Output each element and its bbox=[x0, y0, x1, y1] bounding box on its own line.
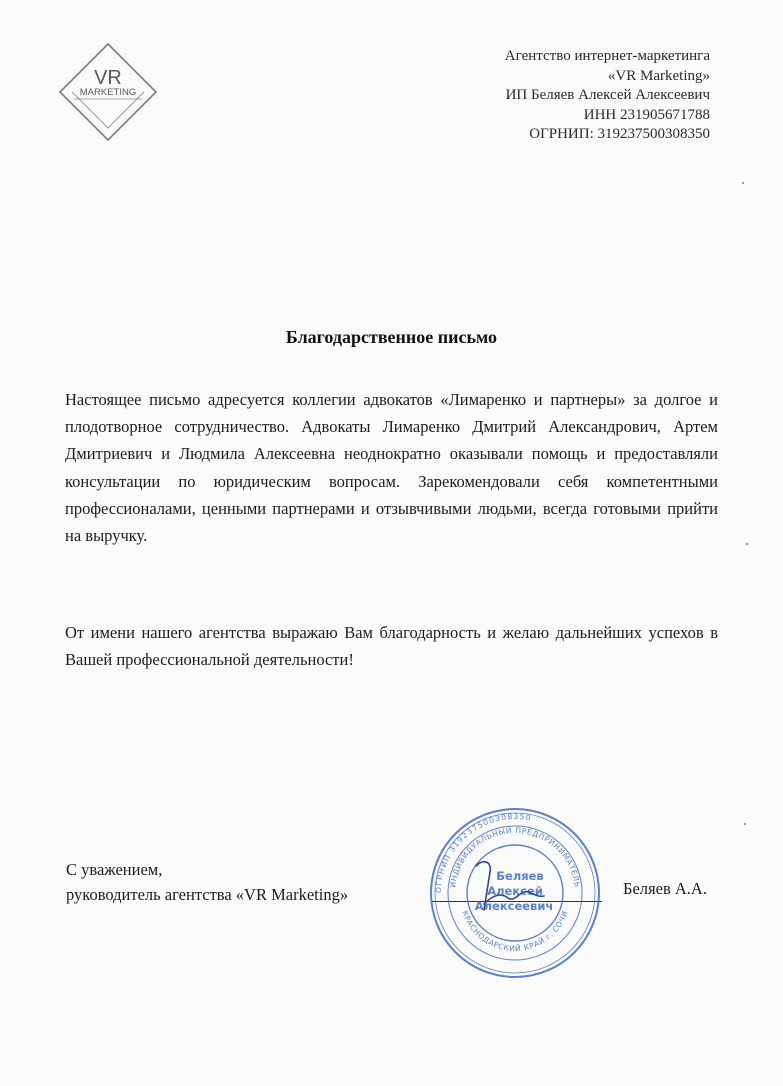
sender-details bbox=[505, 47, 710, 145]
sender-ogrnip: ОГРНИП: 319237500308350 bbox=[529, 126, 710, 142]
svg-text:Алексей: Алексей bbox=[487, 884, 543, 898]
svg-text:КРАСНОДАРСКИЙ КРАЙ г. СОЧИ: КРАСНОДАРСКИЙ КРАЙ г. СОЧИ bbox=[460, 909, 570, 954]
sender-owner: ИП Беляев Алексей Алексеевич bbox=[505, 87, 710, 103]
sender-agency-name: «VR Marketing» bbox=[607, 67, 710, 84]
sender-inn: ИНН 231905671788 bbox=[583, 106, 710, 123]
closing-regards: С уважением, bbox=[66, 860, 163, 879]
svg-text:MARKETING: MARKETING bbox=[79, 87, 137, 98]
letter-paragraph-2: От имени нашего агентства выражаю Вам благодарность и желаю дальнейших успехов в Вашей профессиональной деятельности! bbox=[65, 623, 718, 670]
svg-text:ИНДИВИДУАЛЬНЫЙ ПРЕДПРИНИМАТЕЛЬ: ИНДИВИДУАЛЬНЫЙ ПРЕДПРИНИМАТЕЛЬ bbox=[448, 825, 582, 889]
svg-text:Алексеевич: Алексеевич bbox=[474, 899, 554, 913]
scan-speck bbox=[746, 543, 748, 545]
vr-marketing-logo bbox=[58, 42, 158, 142]
scan-speck bbox=[742, 182, 744, 184]
closing-position: руководитель агентства «VR Marketing» bbox=[66, 885, 349, 904]
svg-text:ОГРНИП 319237500308350: ОГРНИП 319237500308350 bbox=[433, 811, 533, 894]
scan-speck bbox=[744, 823, 746, 825]
closing-block bbox=[66, 857, 348, 907]
sender-agency-type: Агентство интернет-маркетинга bbox=[504, 48, 710, 64]
signer-name: Беляев А.А. bbox=[623, 879, 707, 898]
letter-title: Благодарственное письмо bbox=[285, 327, 498, 347]
company-stamp bbox=[428, 806, 602, 980]
svg-text:VR: VR bbox=[94, 67, 122, 89]
svg-text:Беляев: Беляев bbox=[496, 869, 544, 883]
letter-paragraph-1: Настоящее письмо адресуется коллегии адвокатов «Лимаренко и партнеры» за долгое и плодотворное сотрудничество. Адвокаты Лимаренко Дмитрий Александрович, Артем Дмитриевич и Людмила Алексеевна неоднократно оказывали помощь и предоставляли консультации по юридическим вопросам. Зарекомендовали себя компетентными профессионалами, ценными партнерами и отзывчивыми людьми, всегда готовыми прийти на выручку. bbox=[65, 390, 718, 546]
